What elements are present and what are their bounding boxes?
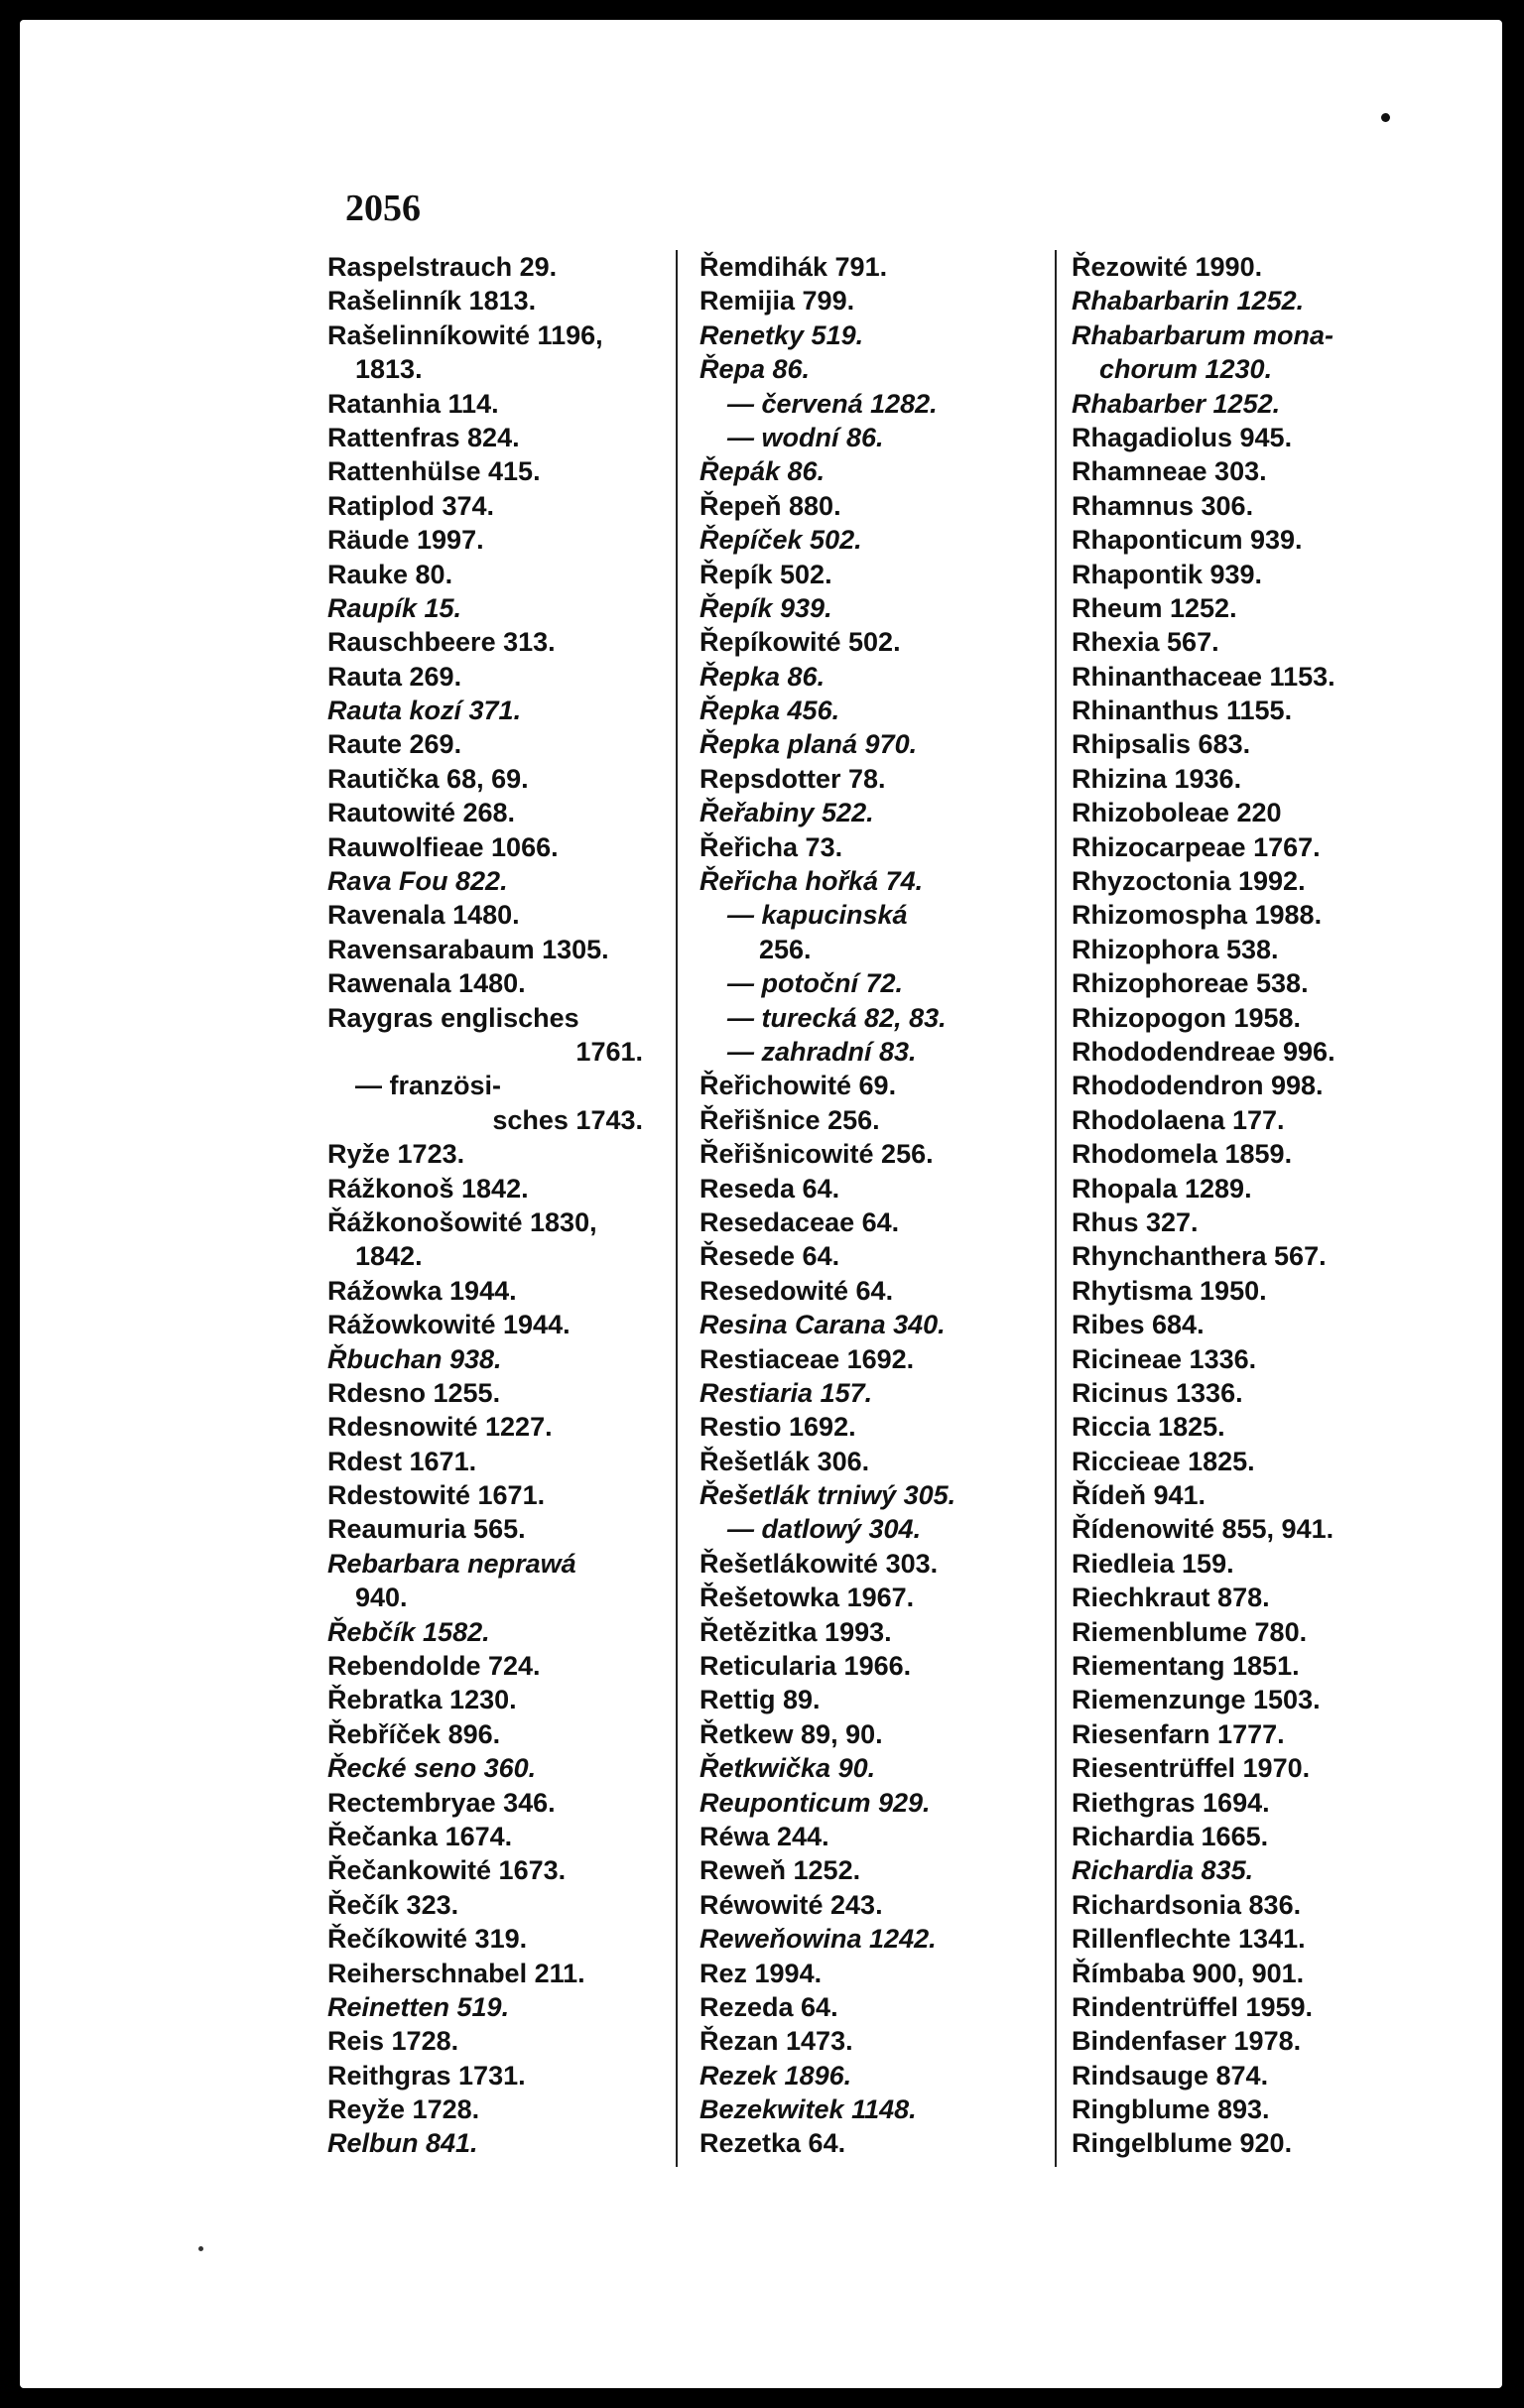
- index-entry: — červená 1282.: [727, 388, 938, 419]
- index-entry: Rava Fou 822.: [327, 866, 508, 897]
- index-entry: Ribes 684.: [1072, 1310, 1205, 1340]
- index-entry: — wodní 86.: [727, 422, 884, 452]
- index-entry: Rhytisma 1950.: [1072, 1275, 1267, 1306]
- index-entry: Rezeda 64.: [699, 1991, 838, 2022]
- index-entry: Resedowité 64.: [699, 1275, 894, 1306]
- index-entry: Rheum 1252.: [1072, 592, 1237, 623]
- index-entry: Řídeň 941.: [1072, 1480, 1206, 1511]
- index-entry: Rdestowité 1671.: [327, 1480, 546, 1511]
- index-entry: Reweň 1252.: [699, 1855, 861, 1886]
- index-entry: Rhododendreae 996.: [1072, 1036, 1335, 1067]
- index-entry: Reuponticum 929.: [699, 1787, 931, 1818]
- index-entry: Řeřabiny 522.: [699, 798, 874, 828]
- index-entry: Rážkonoš 1842.: [327, 1173, 529, 1204]
- index-column-1: [327, 250, 655, 2161]
- index-entry: Riedleia 159.: [1072, 1548, 1234, 1579]
- index-entry: Řesede 64.: [699, 1241, 840, 1272]
- index-entry: Riccia 1825.: [1072, 1412, 1225, 1443]
- index-entry: Rhizocarpeae 1767.: [1072, 831, 1321, 862]
- index-entry: Riechkraut 878.: [1072, 1583, 1270, 1613]
- index-entry: Resedaceae 64.: [699, 1206, 900, 1237]
- index-entry: — französi-: [355, 1071, 502, 1101]
- index-entry: Řetkwička 90.: [699, 1753, 876, 1784]
- index-entry: Rhamnus 306.: [1072, 490, 1254, 521]
- index-entry: Remijia 799.: [699, 286, 855, 317]
- index-entry: Rhus 327.: [1072, 1206, 1199, 1237]
- index-entry: Řeřicha 73.: [699, 831, 843, 862]
- index-entry: Rauta 269.: [327, 661, 462, 692]
- index-entry: Restiaria 157.: [699, 1377, 873, 1408]
- index-entry: Ravenala 1480.: [327, 900, 520, 931]
- index-entry: Řepík 939.: [699, 592, 832, 623]
- index-entry: Rezek 1896.: [699, 2060, 852, 2091]
- index-entry: Řepík 502.: [699, 559, 832, 589]
- index-entry: Rhinanthus 1155.: [1072, 696, 1293, 726]
- index-entry: Řepíček 502.: [699, 525, 862, 556]
- index-entry: Rattenhülse 415.: [327, 456, 541, 487]
- index-entry: Resina Carana 340.: [699, 1310, 946, 1340]
- index-entry: — kapucinská: [727, 900, 908, 931]
- index-entry: Reseda 64.: [699, 1173, 840, 1204]
- index-entry: Rhizopogon 1958.: [1072, 1002, 1302, 1033]
- index-entry: Řebratka 1230.: [327, 1685, 517, 1715]
- index-entry: Římbaba 900, 901.: [1072, 1958, 1305, 1988]
- index-entry: Rebarbara neprawá: [327, 1548, 576, 1579]
- index-entry: Bindenfaser 1978.: [1072, 2026, 1302, 2057]
- index-entry: Reaumuria 565.: [327, 1514, 526, 1545]
- index-entry: Rhyzoctonia 1992.: [1072, 866, 1306, 897]
- index-entry: Reyže 1728.: [327, 2094, 480, 2125]
- index-entry: Rdest 1671.: [327, 1446, 477, 1476]
- index-entry: Rindentrüffel 1959.: [1072, 1991, 1314, 2022]
- index-entry: Řbuchan 938.: [327, 1343, 502, 1374]
- index-entry: Rdesno 1255.: [327, 1377, 501, 1408]
- index-entry: Rhamneae 303.: [1072, 456, 1267, 487]
- index-entry: Rezetka 64.: [699, 2128, 846, 2159]
- index-entry: Rillenflechte 1341.: [1072, 1924, 1306, 1955]
- index-entry: Rhexia 567.: [1072, 627, 1219, 658]
- column-divider: [1055, 250, 1057, 2167]
- index-entry: — potoční 72.: [727, 968, 904, 999]
- index-entry: Raygras englisches: [327, 1002, 579, 1033]
- index-entry: Ricinus 1336.: [1072, 1377, 1243, 1408]
- index-entry: Rawenala 1480.: [327, 968, 526, 999]
- index-entry: 1761.: [575, 1036, 643, 1067]
- index-entry: Rhabarbarum mona-: [1072, 319, 1334, 350]
- index-entry: Rhizoboleae 220: [1072, 798, 1282, 828]
- index-entry: Rectembryae 346.: [327, 1787, 556, 1818]
- index-entry: Reticularia 1966.: [699, 1651, 912, 1682]
- index-entry: Rdesnowité 1227.: [327, 1412, 553, 1443]
- index-entry: — turecká 82, 83.: [727, 1002, 947, 1033]
- index-entry: Řepka planá 970.: [699, 729, 918, 760]
- index-entry: Ratiplod 374.: [327, 490, 495, 521]
- index-entry: Ringelblume 920.: [1072, 2128, 1293, 2159]
- index-entry: Řážkonošowité 1830,: [327, 1206, 597, 1237]
- index-entry: 1813.: [355, 354, 423, 385]
- index-entry: Řeřichowité 69.: [699, 1071, 897, 1101]
- index-entry: Raute 269.: [327, 729, 462, 760]
- index-entry: Rauke 80.: [327, 559, 453, 589]
- index-entry: Rhodomela 1859.: [1072, 1139, 1293, 1170]
- index-entry: Řemdihák 791.: [699, 252, 888, 282]
- index-entry: Řečíkowité 319.: [327, 1924, 528, 1955]
- index-entry: Relbun 841.: [327, 2128, 478, 2159]
- index-entry: Řetězitka 1993.: [699, 1616, 892, 1647]
- index-entry: Reinetten 519.: [327, 1991, 510, 2022]
- index-entry: Rez 1994.: [699, 1958, 823, 1988]
- index-entry: Rhizophoreae 538.: [1072, 968, 1309, 999]
- index-entry: Řešetlákowité 303.: [699, 1548, 939, 1579]
- index-entry: Rhabarbarin 1252.: [1072, 286, 1305, 317]
- index-entry: Ryže 1723.: [327, 1139, 465, 1170]
- index-entry: chorum 1230.: [1099, 354, 1273, 385]
- index-entry: Restiaceae 1692.: [699, 1343, 915, 1374]
- index-entry: Rauwolfieae 1066.: [327, 831, 559, 862]
- index-entry: Bezekwitek 1148.: [699, 2094, 917, 2125]
- index-entry: Riethgras 1694.: [1072, 1787, 1270, 1818]
- index-entry: — datlowý 304.: [727, 1514, 922, 1545]
- index-entry: Řebříček 896.: [327, 1718, 501, 1749]
- index-entry: Rhinanthaceae 1153.: [1072, 661, 1335, 692]
- index-entry: Řezan 1473.: [699, 2026, 853, 2057]
- index-entry: Rhodolaena 177.: [1072, 1104, 1285, 1135]
- index-entry: Rettig 89.: [699, 1685, 821, 1715]
- index-entry: sches 1743.: [492, 1104, 643, 1135]
- index-entry: Reis 1728.: [327, 2026, 459, 2057]
- index-entry: Repsdotter 78.: [699, 763, 886, 794]
- index-entry: Renetky 519.: [699, 319, 864, 350]
- index-entry: Rautička 68, 69.: [327, 763, 529, 794]
- index-entry: Réwowité 243.: [699, 1889, 883, 1920]
- index-entry: Réwa 244.: [699, 1821, 829, 1851]
- index-entry: Řetkew 89, 90.: [699, 1718, 883, 1749]
- index-entry: Reithgras 1731.: [327, 2060, 526, 2091]
- index-entry: Rhaponticum 939.: [1072, 525, 1303, 556]
- index-entry: Riemenzunge 1503.: [1072, 1685, 1321, 1715]
- index-entry: Řeřišnice 256.: [699, 1104, 880, 1135]
- index-entry: Řepka 86.: [699, 661, 826, 692]
- index-entry: Richardia 1665.: [1072, 1821, 1269, 1851]
- index-entry: Řepíkowité 502.: [699, 627, 901, 658]
- index-entry: Řešetowka 1967.: [699, 1583, 915, 1613]
- index-entry: Řešetlák trniwý 305.: [699, 1480, 956, 1511]
- index-entry: Řečankowité 1673.: [327, 1855, 567, 1886]
- index-entry: Restio 1692.: [699, 1412, 856, 1443]
- index-entry: Reiherschnabel 211.: [327, 1958, 585, 1988]
- index-entry: Řebčík 1582.: [327, 1616, 490, 1647]
- index-entry: Rašelinníkowité 1196,: [327, 319, 603, 350]
- index-entry: Řecké seno 360.: [327, 1753, 537, 1784]
- index-column-2: [699, 250, 1037, 2161]
- index-entry: Raspelstrauch 29.: [327, 252, 558, 282]
- index-entry: Rhizophora 538.: [1072, 934, 1279, 964]
- index-entry: — zahradní 83.: [727, 1036, 917, 1067]
- index-entry: Řezowité 1990.: [1072, 252, 1263, 282]
- index-entry: Ricineae 1336.: [1072, 1343, 1257, 1374]
- index-entry: Rebendolde 724.: [327, 1651, 541, 1682]
- index-entry: Riccieae 1825.: [1072, 1446, 1255, 1476]
- index-entry: Rhynchanthera 567.: [1072, 1241, 1327, 1272]
- index-entry: Řepeň 880.: [699, 490, 841, 521]
- index-entry: Řečanka 1674.: [327, 1821, 513, 1851]
- column-divider: [676, 250, 678, 2167]
- index-entry: Rhizina 1936.: [1072, 763, 1242, 794]
- index-column-3: [1072, 250, 1439, 2161]
- index-entry: Rhipsalis 683.: [1072, 729, 1251, 760]
- index-entry: Rhododendron 998.: [1072, 1071, 1324, 1101]
- index-entry: Rhizomospha 1988.: [1072, 900, 1323, 931]
- index-entry: 1842.: [355, 1241, 423, 1272]
- index-entry: Rašelinník 1813.: [327, 286, 537, 317]
- ink-spot: [198, 2246, 203, 2251]
- index-entry: Räude 1997.: [327, 525, 484, 556]
- index-entry: Raupík 15.: [327, 592, 462, 623]
- index-entry: 256.: [759, 934, 812, 964]
- index-entry: Řeřišnicowité 256.: [699, 1139, 934, 1170]
- index-entry: Rhopala 1289.: [1072, 1173, 1252, 1204]
- ink-spot: [1381, 113, 1390, 122]
- index-entry: Richardsonia 836.: [1072, 1889, 1302, 1920]
- index-entry: Rážowka 1944.: [327, 1275, 517, 1306]
- index-entry: Řešetlák 306.: [699, 1446, 870, 1476]
- index-entry: Rhagadiolus 945.: [1072, 422, 1293, 452]
- index-entry: Rindsauge 874.: [1072, 2060, 1269, 2091]
- index-entry: Řeřicha hořká 74.: [699, 866, 924, 897]
- index-entry: Rhabarber 1252.: [1072, 388, 1281, 419]
- index-entry: Rauschbeere 313.: [327, 627, 556, 658]
- index-entry: Riementang 1851.: [1072, 1651, 1300, 1682]
- index-entry: Řepák 86.: [699, 456, 826, 487]
- index-entry: Rauta kozí 371.: [327, 696, 522, 726]
- index-entry: Reweňowina 1242.: [699, 1924, 937, 1955]
- index-entry: Ringblume 893.: [1072, 2094, 1270, 2125]
- index-entry: Řepa 86.: [699, 354, 811, 385]
- index-entry: Rattenfras 824.: [327, 422, 520, 452]
- index-entry: Richardia 835.: [1072, 1855, 1254, 1886]
- index-entry: Ratanhia 114.: [327, 388, 499, 419]
- index-entry: Riesenfarn 1777.: [1072, 1718, 1285, 1749]
- index-entry: Rhapontik 939.: [1072, 559, 1263, 589]
- index-entry: Řepka 456.: [699, 696, 840, 726]
- index-entry: Riemenblume 780.: [1072, 1616, 1308, 1647]
- index-entry: 940.: [355, 1583, 408, 1613]
- index-entry: Řečík 323.: [327, 1889, 459, 1920]
- index-entry: Řídenowité 855, 941.: [1072, 1514, 1334, 1545]
- page-number: 2056: [345, 188, 421, 229]
- index-entry: Ravensarabaum 1305.: [327, 934, 609, 964]
- index-entry: Rážowkowité 1944.: [327, 1310, 571, 1340]
- index-entry: Rautowité 268.: [327, 798, 516, 828]
- index-entry: Riesentrüffel 1970.: [1072, 1753, 1311, 1784]
